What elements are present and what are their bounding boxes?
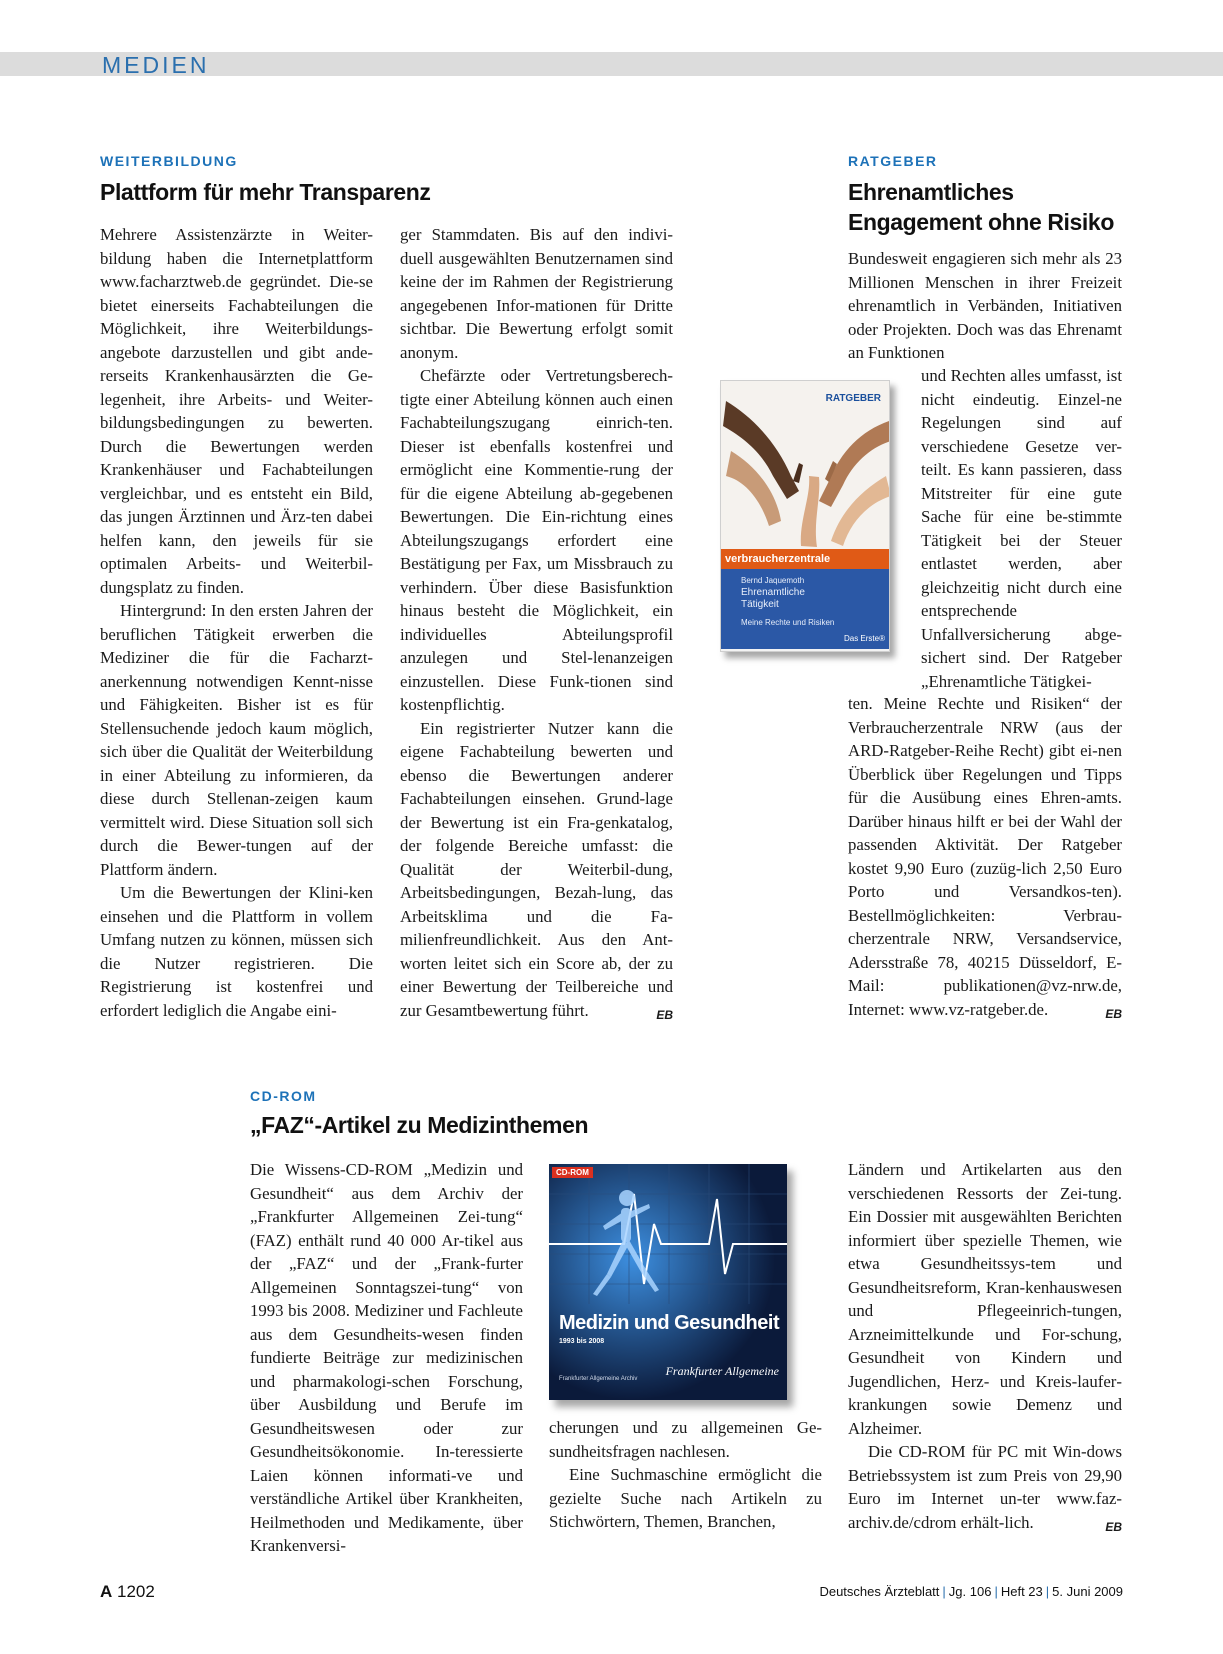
article2-text-bottom	[848, 692, 1122, 1026]
book-banner	[721, 549, 890, 649]
article2-last-text: ten. Meine Rechte und Risiken“ der Verbraucherzentrale NRW (aus der ARD-Ratgeber-Reihe Recht) gibt ei-nen Überblick über Regelungen und Tipps für die Ausübung eines Ehren-amts. Darüber hinaus hilft er bei der Wahl der passenden Aktivität. Der Ratgeber kostet 9,90 Euro (zuzüg-lich 2,50 Euro Porto und Versandkos-ten). Bestellmöglichkeiten: Verbrau-cherzentrale NRW, Versandservice, Adersstraße 78, 40215 Düsseldorf, E-Mail: publikationen@vz-nrw.de, Internet: www.vz-ratgeber.de.	[848, 694, 1122, 1019]
article3-last-text: Die CD-ROM für PC mit Win-dows Betriebssystem ist zum Preis von 29,90 Euro im Internet un-ter www.faz-archiv.de/cdrom erhält-lich.	[848, 1442, 1122, 1532]
article1-column-2	[400, 223, 673, 1027]
page-number	[100, 1582, 155, 1602]
cd-tag: CD-ROM	[552, 1167, 593, 1178]
article3-column-2	[549, 1416, 822, 1534]
article3-column-3	[848, 1158, 1122, 1539]
book-banner-title: verbraucherzentrale	[721, 549, 890, 569]
journal-volume: Jg. 106	[948, 1584, 992, 1599]
book-title-line2: Tätigkeit	[741, 599, 779, 610]
article2-paragraph: Bundesweit engagieren sich mehr als 23 Millionen Menschen in ihrer Freizeit ehrenamtlich in Verbänden, Initiativen oder Projekten. Doch was das Ehrenamt an Funktionen	[848, 249, 1122, 362]
article3-paragraph	[848, 1440, 1122, 1534]
book-subtitle: Meine Rechte und Risiken	[741, 618, 835, 627]
article1-paragraph: Mehrere Assistenzärzte in Weiter-bildung haben die Internetplattform www.facharztweb.de gegründet. Die-se bietet einerseits Fachabteilungen die Möglichkeit, ihre Weiterbildungs-angebote darzustellen und gibt ande-rerseits Krankenhausärzten die Ge-legenheit, ihre Arbeits- und Weiter-bildungsbedingungen zu bewerten. Durch die Bewertungen werden Krankenhäuser und Fachabteilungen vergleichbar, und es entsteht ein Bild, das jungen Ärztinnen und Ärz-ten dabei helfen kann, den jeweils für sie optimalen Arbeits- und Weiterbil-dungsplatz zu finden.	[100, 225, 373, 597]
article3-paragraph: cherungen und zu allgemeinen Ge-sundheitsfragen nachlesen.	[549, 1418, 822, 1461]
article2-text-wrap	[921, 364, 1122, 693]
article2-paragraph	[848, 692, 1122, 1021]
article2-paragraph: und Rechten alles umfasst, ist nicht eindeutig. Einzel-ne Regelungen sind auf verschiedene Gesetze ver-teilt. Es kann passieren, dass Mitstreiter für eine gute Sache für eine be-stimmte Tätigkeit bei der Steuer entlastet werden, aber gleichzeitig nicht durch eine entsprechende Unfallversicherung abge-sichert sind. Der Ratgeber „Ehrenamtliche Tätigkei-	[921, 366, 1122, 691]
journal-date: 5. Juni 2009	[1052, 1584, 1123, 1599]
cd-years: 1993 bis 2008	[559, 1338, 605, 1345]
article1-last-text: Ein registrierter Nutzer kann die eigene Fachabteilung bewerten und ebenso die Bewertungen anderer Fachabteilungen einsehen. Grund-lage der Bewertung ist ein Fra-genkatalog, der folgende Bereiche umfasst: die Qualität der Weiterbil-dung, Arbeitsbedingungen, Bezah-lung, das Arbeitsklima und die Fa-milienfreundlichkeit. Aus den Ant-worten leitet sich ein Score ab, der zu einer Bewertung der Teilbereiche und zur Gesamtbewertung führt.	[400, 718, 673, 1020]
article1-title: Plattform für mehr Transparenz	[100, 179, 431, 205]
article2-title-line1: Ehrenamtliches	[848, 179, 1014, 205]
section-label: MEDIEN	[102, 52, 210, 78]
article3-title: „FAZ“-Artikel zu Medizinthemen	[250, 1112, 589, 1138]
article3-paragraph: Die Wissens-CD-ROM „Medizin und Gesundheit“ aus dem Archiv der „Frankfurter Allgemeinen Zei-tung“ (FAZ) enthält rund 40 000 Ar-tikel aus der „FAZ“ und der „Frank-furter Allgemeinen Sonntagszei-tung“ von 1993 bis 2008. Mediziner und Fachleute aus dem Gesundheits-wesen finden fundierte Beiträge zur medizinischen und pharmakologi-schen Forschung, über Ausbildung und Berufe im Gesundheitswesen oder zur Gesundheitsökonomie. In-teressierte Laien können informati-ve und verständliche Artikel über Krankheiten, Heilmethoden und Medikamente, über Krankenversi-	[250, 1160, 523, 1555]
journal-issue: Heft 23	[1000, 1584, 1043, 1599]
cd-brand-small: Frankfurter Allgemeine Archiv	[559, 1376, 638, 1382]
article2-signature: EB	[1105, 1006, 1122, 1021]
article1-column-1	[100, 223, 373, 1022]
article3-paragraph: Eine Suchmaschine ermöglicht die gezielte Suche nach Artikeln zu Stichwörtern, Themen, Branchen,	[549, 1465, 822, 1531]
article1-paragraph	[400, 717, 673, 1023]
article1-paragraph: Hintergrund: In den ersten Jahren der beruflichen Tätigkeit erwerben die Mediziner die für die Facharzt-anerkennung notwendigen Kennt-nisse und Fähigkeiten. Bisher ist es für Stellensuchende jedoch kaum möglich, sich über die Qualität der Weiterbildung in einer Abteilung zu informieren, da diese durch Stellenan-zeigen kaum vermittelt wird. Diese Situation soll sich durch die Bewer-tungen auf der Plattform ändern.	[100, 601, 373, 879]
article3-signature: EB	[1105, 1519, 1122, 1534]
article1-signature: EB	[656, 1007, 673, 1022]
book-brand: RATGEBER	[825, 393, 881, 404]
page-prefix: A	[100, 1582, 113, 1601]
page-number-value: 1202	[117, 1582, 155, 1601]
article2-title-line2: Engagement ohne Risiko	[848, 209, 1114, 235]
article2-text-top	[848, 247, 1122, 365]
book-author: Bernd Jaquemoth	[741, 576, 805, 585]
article2-kicker: RATGEBER	[848, 153, 938, 169]
article1-kicker: WEITERBILDUNG	[100, 153, 238, 169]
journal-info: Deutsches Ärzteblatt | Jg. 106 | Heft 23 | 5. Juni 2009	[819, 1584, 1123, 1599]
article3-kicker: CD-ROM	[250, 1088, 317, 1104]
book-banner-text	[741, 575, 834, 629]
book-cover-image	[720, 380, 890, 652]
cd-cover-image	[549, 1164, 787, 1400]
article1-paragraph: Um die Bewertungen der Klini-ken einsehen und die Plattform in vollem Umfang nutzen zu können, müssen sich die Nutzer registrieren. Die Registrierung ist kostenfrei und erfordert lediglich die Angabe eini-	[100, 883, 373, 1020]
article1-paragraph: ger Stammdaten. Bis auf den indivi-duell ausgewählten Benutzernamen sind keine der im Rahmen der Registrierung angegebenen Infor-mationen für Dritte sichtbar. Die Bewertung erfolgt somit anonym.	[400, 225, 673, 362]
article1-paragraph: Chefärzte oder Vertretungsberech-tigte einer Abteilung können auch einen Fachabteilungszugang einrich-ten. Dieser ist ebenfalls kostenfrei und ermöglicht eine Kommentie-rung der für die eigene Abteilung ab-gegebenen Bewertungen. Die Ein-richtung eines Abteilungszugangs erfordert eine Bestätigung per Fax, um Missbrauch zu verhindern. Über diese Basisfunktion hinaus besteht die Möglichkeit, ein individuelles Abteilungsprofil anzulegen und Stel-lenanzeigen einzustellen. Diese Funk-tionen sind kostenpflichtig.	[400, 366, 673, 714]
book-title-line1: Ehrenamtliche	[741, 587, 805, 598]
book-publisher: Das Erste®	[843, 634, 885, 643]
journal-name: Deutsches Ärzteblatt	[819, 1584, 940, 1599]
cd-title: Medizin und Gesundheit	[559, 1312, 780, 1334]
cd-brand: Frankfurter Allgemeine	[665, 1364, 779, 1378]
article3-column-1	[250, 1158, 523, 1558]
article3-paragraph: Ländern und Artikelarten aus den verschiedenen Ressorts der Zei-tung. Ein Dossier mit ausgewählten Berichten informiert über spezielle Themen, wie etwa Gesundheitssys-tem und Gesundheitsreform, Kran-kenhauswesen und Pflegeeinrich-tungen, Arzneimittelkunde und For-schung, Gesundheit von Kindern und Jugendlichen, Herz- und Kreis-lauferkrankungen sowie Demenz und Alzheimer.	[848, 1160, 1122, 1438]
